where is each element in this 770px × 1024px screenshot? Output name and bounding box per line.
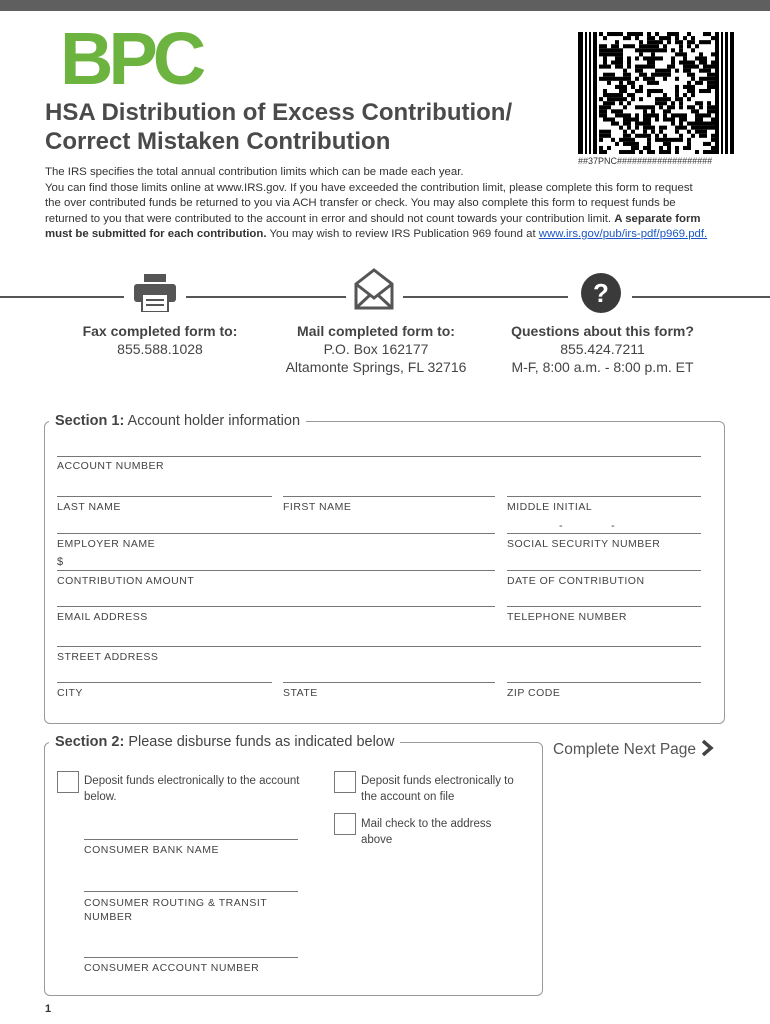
fax-number: 855.588.1028: [117, 341, 203, 357]
section-1-title: [49, 413, 306, 429]
deposit-on-file-label: [361, 773, 514, 805]
intro-after-bold: You may wish to review IRS Publication 969 found at: [266, 228, 539, 240]
question-icon: [581, 273, 621, 313]
contribution-amount-field[interactable]: [57, 570, 495, 571]
dollar-sign: $: [57, 556, 64, 568]
ssn-dash: -: [611, 520, 615, 532]
consumer-account-number-field[interactable]: [84, 957, 298, 958]
first-name-field[interactable]: [283, 496, 495, 497]
bpc-logo: BPC: [60, 17, 202, 100]
questions-contact: [495, 322, 710, 376]
email-field[interactable]: [57, 606, 495, 607]
ssn-field[interactable]: [507, 533, 701, 534]
zip-field[interactable]: [507, 682, 701, 683]
intro-body: You can find those limits online at www.IRS.gov. If you have exceeded the contribution limit, please complete this form to request the over contributed funds be returned to you via ACH transfer or check. You may also complete this form to request funds be returned to you that were contributed to the account in error and should not count towards your contribution limit.: [45, 181, 693, 225]
deposit-on-file-checkbox[interactable]: [334, 771, 356, 793]
mail-check-text-1: Mail check to the address: [361, 818, 492, 830]
middle-initial-label: MIDDLE INITIAL: [507, 501, 593, 513]
mail-po-box: P.O. Box 162177: [323, 341, 429, 357]
middle-initial-field[interactable]: [507, 496, 701, 497]
contribution-amount-label: CONTRIBUTION AMOUNT: [57, 575, 195, 587]
routing-label-line-1: CONSUMER ROUTING & TRANSIT: [84, 897, 268, 909]
next-page-text: Complete Next Page: [553, 741, 697, 758]
zip-label: ZIP CODE: [507, 687, 561, 699]
state-label: STATE: [283, 687, 318, 699]
employer-name-label: EMPLOYER NAME: [57, 538, 156, 550]
section-2-number: Section 2:: [55, 734, 125, 750]
section-2-label: Please disburse funds as indicated below: [124, 734, 395, 750]
mail-heading: Mail completed form to:: [297, 323, 455, 339]
consumer-account-number-label: CONSUMER ACCOUNT NUMBER: [84, 962, 260, 974]
fax-heading: Fax completed form to:: [82, 323, 238, 339]
title-line-2: Correct Mistaken Contribution: [45, 128, 391, 155]
mail-check-label: [361, 816, 491, 848]
deposit-new-account-label: [84, 773, 299, 805]
last-name-label: LAST NAME: [57, 501, 121, 513]
barcode-caption: ##37PNC###################: [578, 156, 713, 166]
telephone-label: TELEPHONE NUMBER: [507, 611, 628, 623]
state-field[interactable]: [283, 682, 495, 683]
deposit-on-file-text-2: the account on file: [361, 791, 455, 803]
city-label: CITY: [57, 687, 83, 699]
date-of-contribution-label: DATE OF CONTRIBUTION: [507, 575, 645, 587]
intro-line-1: The IRS specifies the total annual contribution limits which can be made each year.: [45, 166, 464, 178]
intro-bold: A separate form must be submitted for each contribution.: [45, 212, 701, 240]
barcode-image: [578, 32, 734, 154]
section-2-title: [49, 734, 400, 750]
first-name-label: FIRST NAME: [283, 501, 352, 513]
deposit-new-account-text-2: below.: [84, 791, 117, 803]
intro-paragraph: [45, 165, 710, 243]
account-number-field[interactable]: [57, 456, 701, 457]
chevron-right-icon: [700, 740, 714, 756]
mail-check-checkbox[interactable]: [334, 813, 356, 835]
account-number-label: ACCOUNT NUMBER: [57, 460, 165, 472]
employer-name-field[interactable]: [57, 533, 495, 534]
page-title: [45, 98, 585, 156]
section-1-number: Section 1:: [55, 413, 125, 429]
questions-phone: 855.424.7211: [560, 341, 645, 357]
divider-line: [403, 296, 568, 298]
mail-contact: [270, 322, 482, 376]
date-of-contribution-field[interactable]: [507, 570, 701, 571]
complete-next-page: [553, 740, 714, 759]
irs-publication-link[interactable]: www.irs.gov/pub/irs-pdf/p969.pdf.: [538, 228, 708, 240]
bank-name-field[interactable]: [84, 839, 298, 840]
divider-line: [186, 296, 346, 298]
questions-heading: Questions about this form?: [511, 323, 694, 339]
fax-contact: [60, 322, 260, 358]
envelope-icon: [354, 268, 394, 310]
printer-icon: [134, 274, 176, 312]
bank-name-label: CONSUMER BANK NAME: [84, 844, 220, 856]
section-1-label: Account holder information: [124, 413, 301, 429]
ssn-dash: -: [559, 520, 563, 532]
street-address-field[interactable]: [57, 646, 701, 647]
last-name-field[interactable]: [57, 496, 272, 497]
title-line-1: HSA Distribution of Excess Contribution/: [45, 99, 513, 126]
deposit-new-account-checkbox[interactable]: [57, 771, 79, 793]
deposit-new-account-text-1: Deposit funds electronically to the account: [84, 775, 300, 787]
routing-number-label: [84, 896, 267, 924]
questions-hours: M-F, 8:00 a.m. - 8:00 p.m. ET: [511, 359, 694, 375]
top-bar: [0, 0, 770, 11]
mail-check-text-2: above: [361, 834, 393, 846]
city-field[interactable]: [57, 682, 272, 683]
telephone-field[interactable]: [507, 606, 701, 607]
ssn-label: SOCIAL SECURITY NUMBER: [507, 538, 661, 550]
page-number: 1: [45, 1003, 52, 1015]
divider-line: [0, 296, 124, 298]
divider-line: [632, 296, 770, 298]
mail-city: Altamonte Springs, FL 32716: [285, 359, 467, 375]
email-label: EMAIL ADDRESS: [57, 611, 148, 623]
street-address-label: STREET ADDRESS: [57, 651, 159, 663]
svg-text:?: ?: [593, 278, 609, 308]
routing-number-field[interactable]: [84, 891, 298, 892]
deposit-on-file-text-1: Deposit funds electronically to: [361, 775, 514, 787]
routing-label-line-2: NUMBER: [84, 911, 133, 923]
